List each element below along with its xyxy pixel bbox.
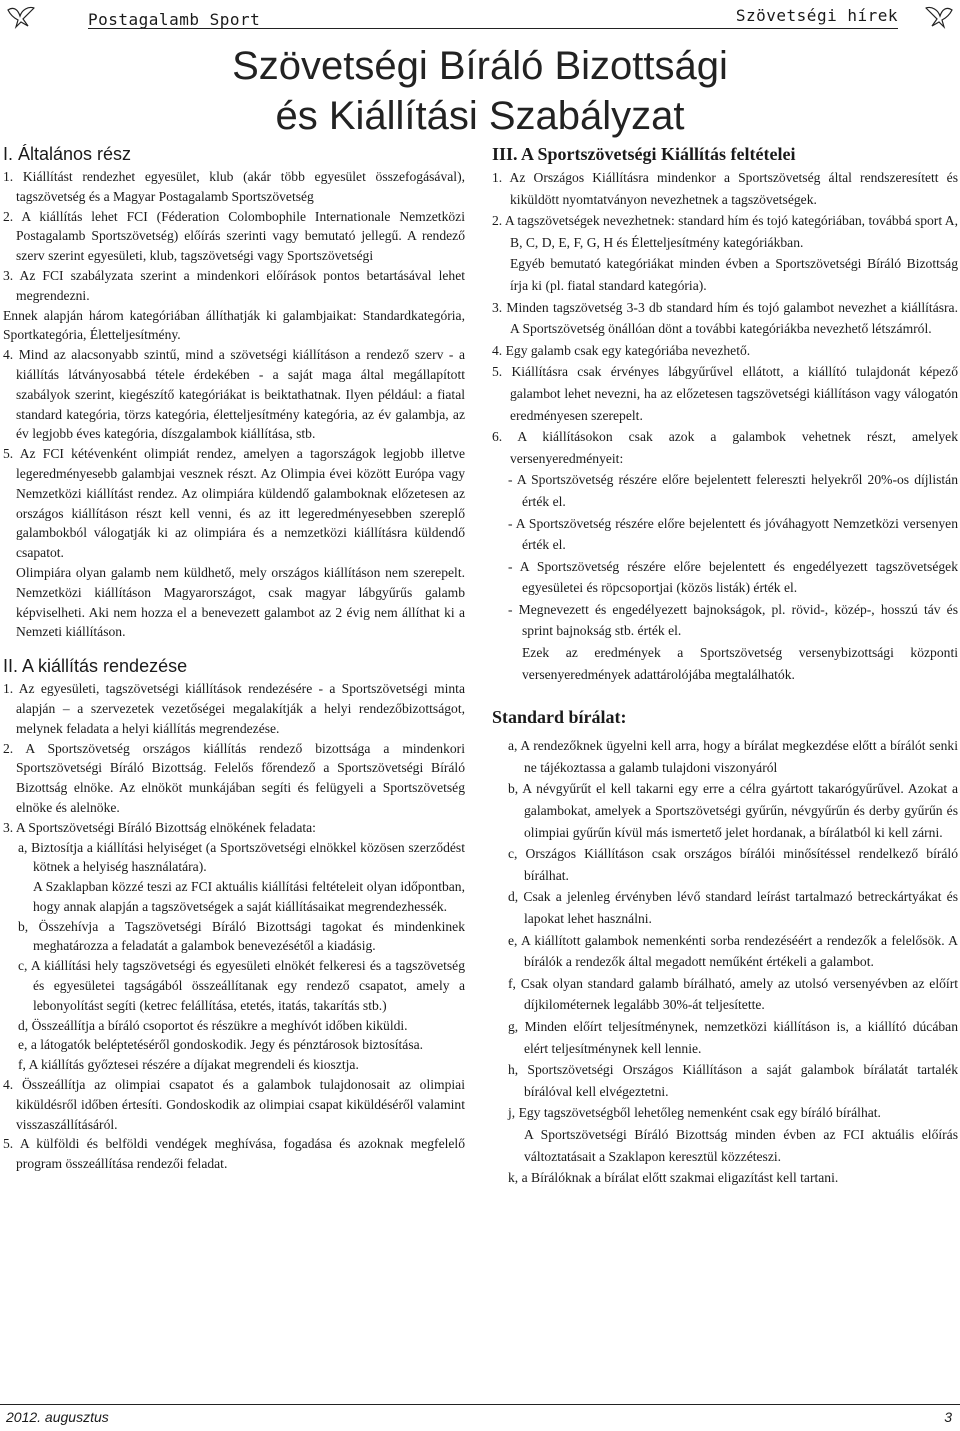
paragraph: 4. Egy galamb csak egy kategóriába nevezhető. <box>492 342 751 358</box>
list-item: f, A kiállítás győztesei részére a díjakat megrendeli és kiosztja. <box>18 1057 359 1073</box>
article-title-line1: Szövetségi Bíráló Bizottsági <box>232 44 728 88</box>
paragraph: 2. A kiállítás lehet FCI (Féderation Colombophile Internationale Nemzetközi Postagalamb Sportszövetség) előírás szerinti vagy bemutató jellegű. A rendező szerv szerint egyesületi, klub, tagszövetségi vagy Sportszövetségi <box>3 208 465 264</box>
list-item: a, Biztosítja a kiállítási helyiséget (a Sportszövetségi elnökkel közösen szerződést kötnek a helyiség használatára). <box>18 839 465 875</box>
paragraph: 6. A kiállításokon csak azok a galambok vehetnek részt, amelyek versenyeredményeit: <box>492 429 958 466</box>
list-item: b, A névgyűrűt el kell takarni egy erre a célra gyártott takarógyűrűvel. Azokat a galambokat, amelyek a Sportszövetségi gyűrűn, névgyűrűn és derby gyűrűn és olimpiai gyűrűn kívül más ismertető jelet hordanak, a bírálatból ki kell zárni. <box>508 781 958 840</box>
paragraph: 5. A külföldi és belföldi vendégek meghívása, fogadása és azoknak megfelelő program összeállítása rendezői feladat. <box>3 1136 465 1172</box>
paragraph: Olimpiára olyan galamb nem küldhető, mely országos kiállításon nem szerepelt. Nemzetközi kiállításon Magyarországot, csak magyar lábgyűrűs galamb képviselheti. Aki nem hozza el a benevezett galambot az 2 évig nem állíthat ki a Nemzeti kiállításon. <box>16 564 465 640</box>
list-item: f, Csak olyan standard galamb bírálható, amely az utolsó versenyévben az előírt díjkilométernek legalább 30%-át teljesítette. <box>508 975 958 1013</box>
section-heading: I. Általános rész <box>3 144 132 164</box>
list-item: c, A kiállítási hely tagszövetségi és egyesületi elnökét felkeresi és a tagszövetség és egyesületei tagságából összeállítanak egy rendező csapatot, amely a lebonyolítást segíti (ketrec felállítása, etetés, itatás, takarítás stb.) <box>18 958 465 1013</box>
paragraph: 1. Kiállítást rendezhet egyesület, klub (akár több egyesület összefogásával), tagszövetség és a Magyar Postagalamb Sportszövetség <box>3 169 465 204</box>
footer-rule <box>0 1404 960 1405</box>
section-heading: Standard bírálat: <box>492 707 627 728</box>
page-number: 3 <box>944 1409 952 1425</box>
list-item: - A Sportszövetség részére előre bejelentett és jóváhagyott Nemzetközi versenyen érték el. <box>508 515 958 553</box>
list-item: e, a látogatók beléptetéséről gondoskodik. Jegy és pénztárosok biztosítása. <box>18 1037 424 1053</box>
dove-logo-icon <box>6 4 36 30</box>
left-column <box>3 142 465 1174</box>
list-item: d, Csak a jelenleg érvényben lévő standard leírást tartalmazó betreckártyákat és lapokat lehet használni. <box>508 889 958 926</box>
paragraph: 3. A Sportszövetségi Bíráló Bizottság elnökének feladata: <box>3 819 316 835</box>
list-item: g, Minden előírt teljesítménynek, nemzetközi kiállításon is, a kiállító dúcában elért teljesítménynek kell lennie. <box>508 1018 958 1056</box>
header-publication-name: Postagalamb Sport <box>88 10 261 29</box>
paragraph: A Szaklapban közzé teszi az FCI aktuális kiállítási feltételeit olyan időpontban, hogy annak alapján a tagszövetségek a saját kiállításaikat megrendezhessék. <box>33 879 465 914</box>
list-item: e, A kiállított galambok nemenkénti sorba rendezéséért a rendezők a felelősök. A bírálók a rendezők által megadott neműként értékeli a galambot. <box>508 932 958 970</box>
paragraph: Ennek alapján három kategóriában állíthatják ki galambjaikat: Standardkategória, Sportkategória, Életteljesítmény. <box>3 307 465 343</box>
list-item: j, Egy tagszövetségből lehetőleg nemenként csak egy bíráló bírálhat. <box>508 1105 881 1121</box>
footer-date: 2012. augusztus <box>6 1409 109 1425</box>
list-item: - A Sportszövetség részére előre bejelentett felereszti helyekről 20%-os díjlistán érték el. <box>508 472 958 509</box>
paragraph: Ezek az eredmények a Sportszövetség versenybizottsági központi versenyeredmények adattárolójába megtalálhatók. <box>522 645 958 682</box>
paragraph: 2. A tagszövetségek nevezhetnek: standard hím és tojó kategóriában, továbbá sport A, B, C, D, E, F, G, H és Életteljesítmény kategóriákban. <box>492 213 958 250</box>
list-item: - A Sportszövetség részére előre bejelentett és engedélyezett tagszövetségek egyesületei és röpcsoportjai (közös listák) érték el. <box>508 558 958 596</box>
dove-logo-icon <box>924 4 954 30</box>
header-section-name: Szövetségi hírek <box>735 6 898 25</box>
paragraph: 4. Mind az alacsonyabb szintű, mind a szövetségi kiállításon a rendező szerv - a kiállítás látványosabbá tétele érdekében - a saját maga által megállapított szabályok szerint, kiegészítő kategóriákat is beiktathatnak. Ilyen például: a fiatal standard kategória, törzs kategória, életteljesítmény kategória, az év galambja, az év legjobb éves kategória, díszgalambok kiállítása, stb. <box>3 347 465 442</box>
section-heading: II. A kiállítás rendezése <box>3 656 188 677</box>
paragraph: 2. A Sportszövetség országos kiállítás rendező bizottsága a mindenkori Sportszövetségi Bíráló Bizottság. Felelős főrendező a Sportszövetségi Bíráló Bizottság elnöke. Az elnököt munkájában segíti és felügyeli a Sportszövetség elnöke és alelnöke. <box>3 740 465 815</box>
paragraph: 3. Minden tagszövetség 3-3 db standard hím és tojó galambot nevezhet a kiállításra. A Sportszövetség önállóan dönt a további kategóriákba nevezhető létszámról. <box>492 299 958 337</box>
paragraph: Egyéb bemutató kategóriákat minden évben a Sportszövetségi Bíráló Bizottság írja ki (pl. fiatal standard kategória). <box>510 256 958 293</box>
paragraph: A Sportszövetségi Bíráló Bizottság minden évben az FCI aktuális előírás változtatásait a Szaklapon keresztül közzéteszi. <box>524 1126 958 1164</box>
paragraph: 1. Az egyesületi, tagszövetségi kiállítások rendezésére - a Sportszövetségi minta alapján – a szervezetek vezetőségei megalakítják a helyi rendezőbizottságot, melynek feladata a helyi kiállítás megrendezése. <box>3 681 465 736</box>
list-item: a, A rendezőknek ügyelni kell arra, hogy a bírálat megkezdése előtt a bírálót senki ne tájékoztassa a galamb tulajdoni viszonyáról <box>508 738 958 775</box>
right-column <box>492 142 958 1189</box>
list-item: c, Országos Kiállításon csak országos bírálói minősítéssel rendelkező bíráló bírálhat. <box>508 846 958 883</box>
paragraph: 1. Az Országos Kiállításra mindenkor a Sportszövetség által rendszeresített és kiküldött nyomtatványon nevezhetnek a tagszövetségek. <box>492 170 958 207</box>
list-item: h, Sportszövetségi Országos Kiállításon a saját galambok bírálatát tartalék bírálóval kell elvégeztetni. <box>508 1062 958 1099</box>
paragraph: 5. Az FCI kétévenként olimpiát rendez, amelyen a tagországok legjobb illetve legeredményesebb galambjai vesznek részt. Az Olimpia évei között Európa vagy Nemzetközi kiállítást rendez. Az olimpiára küldendő galamboknak előzetesen az országos kiállításon részt kell venni, és az itt legeredményesebben szereplő galambokból válogatják ki az olimpiára és a nemzetközi kiállításra küldendő csapatot. <box>3 446 465 561</box>
list-item: k, a Bírálóknak a bírálat előtt szakmai eligazítást kell tartani. <box>508 1170 839 1186</box>
paragraph: 4. Összeállítja az olimpiai csapatot és a galambok tulajdonosait az olimpiai kiküldésről időben értesíti. Gondoskodik az olimpiai csapat kiküldéséről valamint visszaszállításáról. <box>3 1077 465 1132</box>
paragraph: 3. Az FCI szabályzata szerint a mindenkori előírások pontos betartásával lehet megrendezni. <box>3 267 465 303</box>
header-rule <box>88 28 898 29</box>
section-heading: III. A Sportszövetségi Kiállítás feltételei <box>492 144 796 164</box>
list-item: - Megnevezett és engedélyezett bajnokságok, pl. rövid-, közép-, hosszú táv és sprint bajnokság stb. érték el. <box>508 601 958 639</box>
list-item: b, Összehívja a Tagszövetségi Bíráló Bizottsági tagokat és mindenkinek meghatározza a feladatát a galambok benevezésétől a kiadásig. <box>18 918 465 954</box>
article-title-line2: és Kiállítási Szabályzat <box>275 94 685 138</box>
list-item: d, Összeállítja a bíráló csoportot és részükre a meghívót időben kiküldi. <box>18 1017 408 1033</box>
paragraph: 5. Kiállításra csak érvényes lábgyűrűvel ellátott, a kiállító tulajdonát képező galambot lehet nevezni, ha az előzetesen tagszövetségi kiállításon vagy válogatón eredményesen szerepelt. <box>492 364 958 423</box>
